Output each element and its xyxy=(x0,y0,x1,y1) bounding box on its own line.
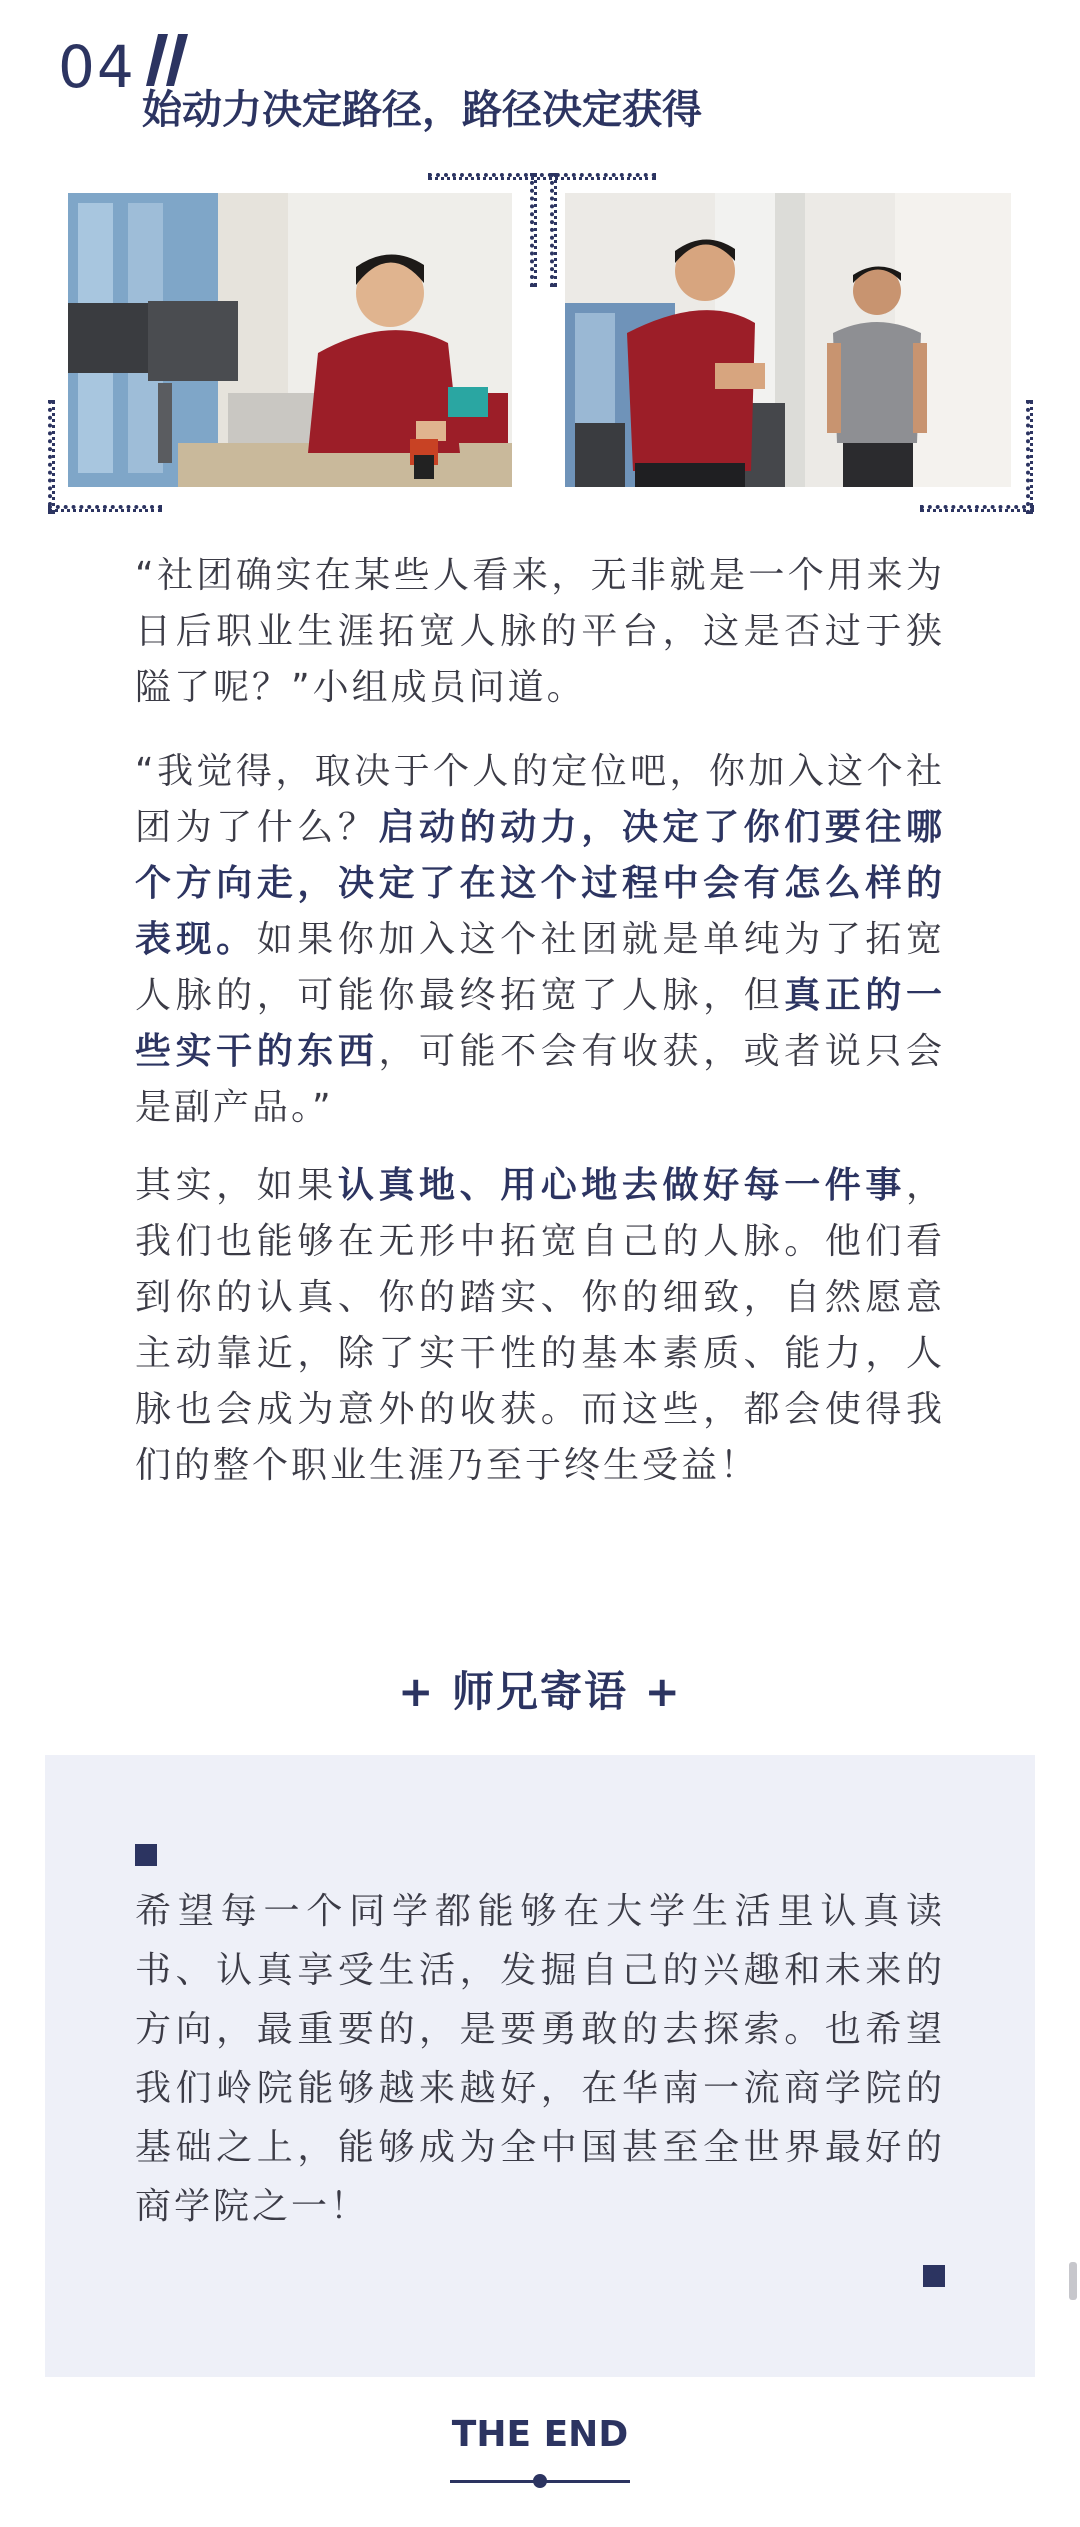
answer-text-3: ，可能不会有收获，或者说只会是副产品。” xyxy=(135,1031,945,1128)
paragraph-question xyxy=(135,548,945,716)
dotted-divider xyxy=(550,173,557,287)
dotted-divider xyxy=(530,173,537,287)
square-ornament-icon xyxy=(135,1844,157,1866)
dotted-divider xyxy=(1026,400,1033,514)
meeting-photo-left xyxy=(68,193,512,487)
section-title: 始动力决定路径，路径决定获得 xyxy=(142,87,702,133)
square-ornament-icon xyxy=(923,2265,945,2287)
scrollbar-thumb[interactable] xyxy=(1069,2262,1077,2300)
paragraph-conclusion xyxy=(135,1158,945,1494)
answer-text-1: “我觉得，取决于个人的定位吧，你加入这个社团为了什么？ xyxy=(135,751,945,848)
section-number: 04 xyxy=(58,33,136,101)
conclusion-text-2: ，我们也能够在无形中拓宽自己的人脉。他们看到你的认真、你的踏实、你的细致，自然愿意主动靠近，除了实干性的基本素质、能力，人脉也会成为意外的收获。而这些，都会使得我们的整个职业生涯乃至于终生受益！ xyxy=(135,1165,945,1486)
dotted-divider xyxy=(920,505,1034,512)
meeting-photo-right xyxy=(565,193,1011,487)
dotted-divider xyxy=(428,173,656,180)
the-end-label: THE END xyxy=(451,2414,629,2455)
answer-emphasis-2: 真正的一些实干的东西 xyxy=(135,975,945,1072)
end-dot-icon xyxy=(533,2474,547,2488)
conclusion-text-1: 其实，如果 xyxy=(135,1165,338,1206)
conclusion-emphasis: 认真地、用心地去做好每一件事 xyxy=(337,1165,906,1206)
answer-emphasis-1: 启动的动力，决定了你们要往哪个方向走，决定了在这个过程中会有怎么样的表现。 xyxy=(135,807,945,960)
paragraph-answer xyxy=(135,744,945,1136)
answer-text-2: 如果你加入这个社团就是单纯为了拓宽人脉的，可能你最终拓宽了人脉，但 xyxy=(135,919,945,1016)
message-title: + 师兄寄语 + xyxy=(398,1667,682,1716)
paragraph-question-text: “社团确实在某些人看来，无非就是一个用来为日后职业生涯拓宽人脉的平台，这是否过于狭隘了呢？”小组成员问道。 xyxy=(135,555,945,708)
dotted-divider xyxy=(48,505,162,512)
dotted-divider xyxy=(48,400,55,514)
message-text: 希望每一个同学都能够在大学生活里认真读书、认真享受生活，发掘自己的兴趣和未来的方向，最重要的，是要勇敢的去探索。也希望我们岭院能够越来越好，在华南一流商学院的基础之上，能够成为全中国甚至全世界最好的商学院之一！ xyxy=(135,1891,945,2227)
